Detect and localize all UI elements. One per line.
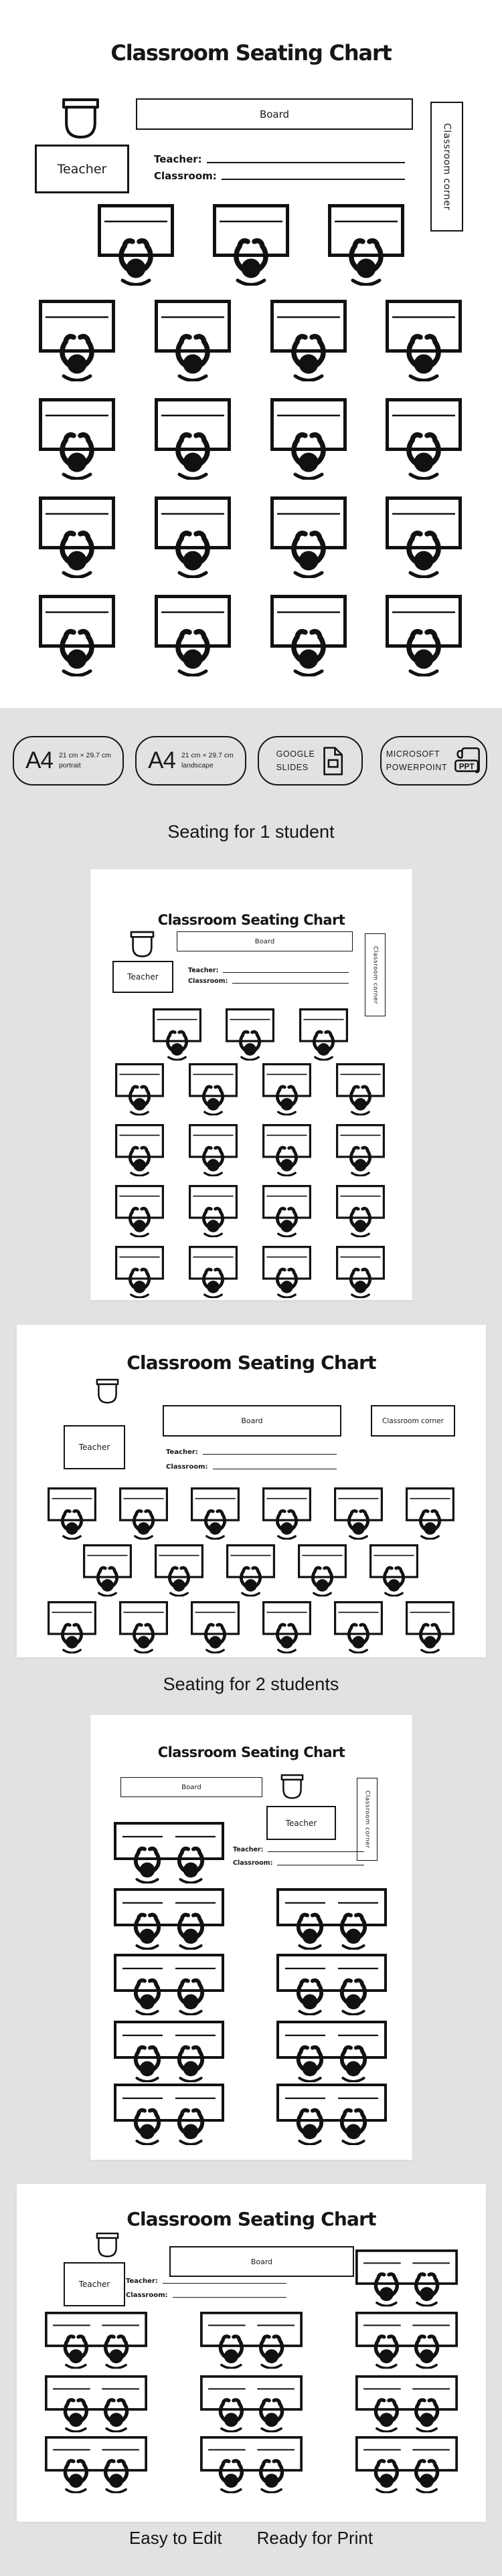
section-heading-1-student: Seating for 1 student (167, 822, 335, 842)
blank-line (268, 1851, 364, 1852)
blank-line (173, 2296, 286, 2298)
teacher-name-field: Teacher: (166, 1449, 337, 1456)
student-desk-single (155, 595, 231, 676)
powerpoint-ppt-icon (453, 745, 481, 777)
student-desk-single (155, 398, 231, 480)
student-desk-single (226, 1544, 275, 1596)
blank-line (277, 1864, 364, 1865)
classroom-name-field: Classroom: (188, 978, 349, 985)
student-desk-single (98, 204, 174, 286)
teacher-desk: Teacher (112, 961, 173, 993)
student-desk-double (45, 2312, 147, 2369)
hero-seating-chart (0, 0, 502, 708)
student-desk-single (386, 398, 462, 480)
chart-title: Classroom Seating Chart (127, 1352, 376, 1374)
student-desk-single (115, 1124, 164, 1176)
student-desk-single (334, 1487, 383, 1540)
student-desk-single (155, 1544, 203, 1596)
student-desk-single (336, 1185, 385, 1237)
student-desk-single (270, 595, 347, 676)
student-desk-single (48, 1487, 96, 1540)
chart-title: Classroom Seating Chart (157, 1744, 345, 1760)
teacher-name-field: Teacher: (233, 1847, 364, 1853)
badge-microsoft-powerpoint: MICROSOFT POWERPOINT (380, 736, 487, 786)
a4-dimensions: 21 cm × 29.7 cm (58, 751, 111, 759)
teacher-desk: Teacher (64, 1425, 125, 1469)
student-desk-double (355, 2436, 458, 2493)
board: Board (136, 98, 413, 130)
board: Board (177, 931, 353, 951)
student-desk-single (262, 1601, 311, 1653)
student-desk-double (200, 2375, 303, 2432)
student-desk-double (114, 1888, 224, 1950)
student-desk-double (276, 2084, 387, 2145)
badge-google-slides: GOOGLE SLIDES (258, 736, 363, 786)
google-slides-icon (321, 746, 344, 776)
student-desk-single (155, 300, 231, 381)
blank-line (207, 161, 405, 163)
portrait-page-2-students (90, 1715, 412, 2160)
student-desk-single (189, 1246, 238, 1298)
student-desk-single (155, 496, 231, 578)
student-desk-single (39, 398, 115, 480)
blank-line (232, 982, 349, 984)
student-desk-single (119, 1601, 168, 1653)
board: Board (169, 2246, 354, 2277)
student-desk-single (262, 1185, 311, 1237)
student-desk-single (115, 1246, 164, 1298)
footer-ready-for-print: Ready for Print (256, 2528, 373, 2548)
portrait-page-1-student (90, 869, 412, 1300)
student-desk-single (336, 1246, 385, 1298)
student-desk-single (369, 1544, 418, 1596)
student-desk-single (270, 300, 347, 381)
student-desk-single (298, 1544, 347, 1596)
blank-line (213, 1468, 337, 1469)
blank-line (203, 1453, 337, 1455)
student-desk-single (262, 1124, 311, 1176)
student-desk-single (299, 1008, 348, 1061)
teacher-desk: Teacher (64, 2262, 125, 2306)
badge-a4-landscape (135, 736, 246, 786)
classroom-corner: Classroom corner (371, 1405, 455, 1437)
student-desk-double (45, 2436, 147, 2493)
classroom-name-field: Classroom: (233, 1860, 364, 1867)
classroom-corner: Classroom corner (430, 102, 463, 232)
student-desk-single (191, 1601, 240, 1653)
student-desk-single (191, 1487, 240, 1540)
student-desk-single (115, 1063, 164, 1115)
student-desk-single (48, 1601, 96, 1653)
student-desk-single (336, 1063, 385, 1115)
trash-bin-icon (96, 1378, 119, 1404)
blank-line (222, 178, 405, 180)
student-desk-double (355, 2375, 458, 2432)
teacher-name-field: Teacher: (126, 2278, 286, 2285)
footer-tagline (0, 2528, 502, 2549)
trash-bin-icon (280, 1774, 304, 1800)
trash-bin-icon (130, 931, 155, 958)
student-desk-single (336, 1124, 385, 1176)
student-desk-single (262, 1063, 311, 1115)
student-desk-double (355, 2249, 458, 2306)
landscape-page-2-students (17, 2184, 486, 2522)
blank-line (223, 972, 349, 973)
format-badges (0, 736, 502, 786)
student-desk-single (189, 1063, 238, 1115)
landscape-page-1-student (17, 1325, 486, 1657)
footer-easy-to-edit: Easy to Edit (129, 2528, 222, 2548)
teacher-desk: Teacher (35, 145, 129, 193)
student-desk-single (39, 300, 115, 381)
trash-bin-icon (62, 98, 100, 140)
classroom-corner: Classroom corner (357, 1778, 378, 1861)
student-desk-single (328, 204, 404, 286)
a4-dimensions: 21 cm × 29.7 cm (181, 751, 234, 759)
student-desk-single (386, 595, 462, 676)
student-desk-single (189, 1124, 238, 1176)
badge-a4-portrait (13, 736, 124, 786)
teacher-name-field: Teacher: (154, 155, 405, 165)
student-desk-single (270, 398, 347, 480)
student-desk-single (119, 1487, 168, 1540)
chart-title: Classroom Seating Chart (127, 2208, 376, 2230)
student-desk-double (200, 2312, 303, 2369)
student-desk-single (406, 1487, 454, 1540)
classroom-name-field: Classroom: (166, 1464, 337, 1471)
a4-size-label: A4 (148, 747, 175, 773)
section-heading-2-students: Seating for 2 students (163, 1674, 339, 1694)
teacher-name-field: Teacher: (188, 968, 349, 974)
classroom-corner: Classroom corner (365, 933, 386, 1016)
a4-orientation: portrait (58, 761, 81, 769)
student-desk-single (39, 595, 115, 676)
student-desk-single (226, 1008, 274, 1061)
student-desk-double (114, 1822, 224, 1883)
chart-title: Classroom Seating Chart (157, 912, 345, 928)
student-desk-double (276, 1954, 387, 2015)
student-desk-double (114, 1954, 224, 2015)
student-desk-single (83, 1544, 132, 1596)
student-desk-double (45, 2375, 147, 2432)
student-desk-single (39, 496, 115, 578)
trash-bin-icon (96, 2232, 119, 2258)
student-desk-single (334, 1601, 383, 1653)
board: Board (163, 1405, 341, 1437)
student-desk-double (114, 2021, 224, 2082)
a4-size-label: A4 (25, 747, 53, 773)
classroom-name-field: Classroom: (154, 171, 405, 181)
a4-orientation: landscape (181, 761, 214, 769)
student-desk-single (189, 1185, 238, 1237)
student-desk-double (276, 2021, 387, 2082)
student-desk-single (386, 300, 462, 381)
student-desk-double (355, 2312, 458, 2369)
student-desk-single (153, 1008, 201, 1061)
classroom-name-field: Classroom: (126, 2292, 286, 2299)
student-desk-single (270, 496, 347, 578)
student-desk-double (276, 1888, 387, 1950)
board: Board (120, 1777, 262, 1797)
blank-line (163, 2282, 286, 2284)
chart-title: Classroom Seating Chart (110, 40, 392, 66)
student-desk-single (115, 1185, 164, 1237)
student-desk-single (386, 496, 462, 578)
student-desk-single (406, 1601, 454, 1653)
student-desk-double (200, 2436, 303, 2493)
student-desk-double (114, 2084, 224, 2145)
teacher-desk: Teacher (266, 1806, 336, 1840)
student-desk-single (262, 1246, 311, 1298)
student-desk-single (213, 204, 289, 286)
student-desk-single (262, 1487, 311, 1540)
